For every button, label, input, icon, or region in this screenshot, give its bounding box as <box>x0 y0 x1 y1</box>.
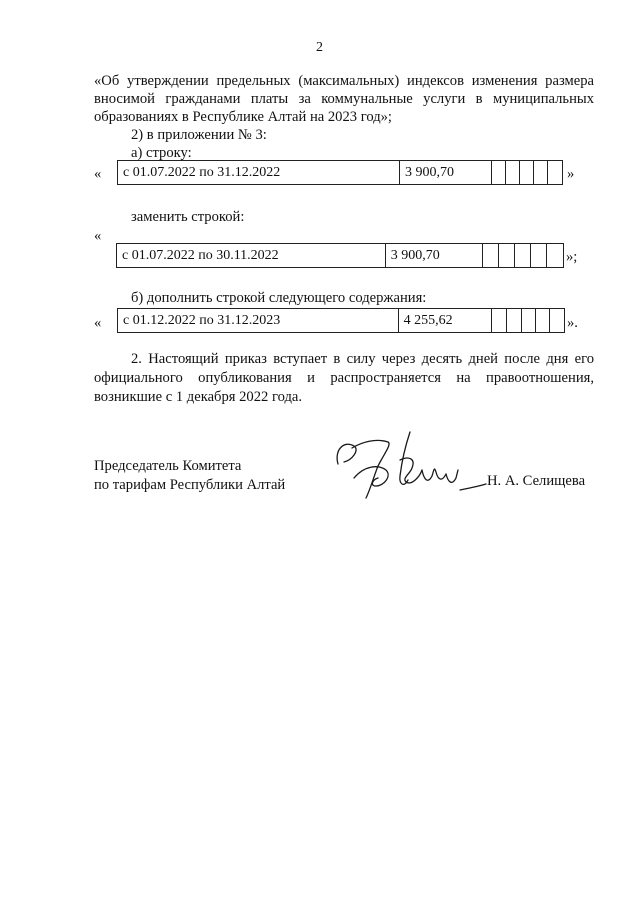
item-a-heading: а) строку: <box>131 145 192 161</box>
intro-line-2: вносимой гражданами платы за коммунальные услуги в муниципальных <box>94 91 594 107</box>
row-1-value: 3 900,70 <box>400 161 492 184</box>
replace-text: заменить строкой: <box>131 209 245 225</box>
row-1-empty-cell <box>520 161 534 184</box>
page-number: 2 <box>316 40 323 55</box>
table-row-3 <box>117 308 565 333</box>
row-2-empty-cell <box>483 244 499 267</box>
row-1-empty-cell <box>548 161 562 184</box>
row-3-empty-cell <box>492 309 507 332</box>
signatory-name: Н. А. Селищева <box>487 473 586 489</box>
signatory-position-line-1: Председатель Комитета <box>94 458 242 474</box>
row-3-empty-cell <box>536 309 550 332</box>
item-2-heading: 2) в приложении № 3: <box>131 127 267 143</box>
row-2-period: с 01.07.2022 по 30.11.2022 <box>117 244 386 267</box>
row-3-open-quote: « <box>94 315 102 331</box>
row-2-close-quote: »; <box>566 249 578 265</box>
intro-line-3: образованиях в Республике Алтай на 2023 год»; <box>94 109 392 125</box>
item-b-heading: б) дополнить строкой следующего содержания: <box>131 290 427 306</box>
row-3-close-quote: ». <box>567 315 578 331</box>
table-row-2 <box>116 243 564 268</box>
row-1-close-quote: » <box>567 166 575 182</box>
row-2-value: 3 900,70 <box>386 244 484 267</box>
row-2-empty-cell <box>515 244 531 267</box>
row-3-empty-cell <box>507 309 522 332</box>
signatory-position-line-2: по тарифам Республики Алтай <box>94 477 286 493</box>
row-3-empty-cell <box>522 309 536 332</box>
row-3-period: с 01.12.2022 по 31.12.2023 <box>118 309 399 332</box>
intro-line-1: «Об утверждении предельных (максимальных) индексов изменения размера <box>94 73 594 89</box>
row-2-open-quote: « <box>94 228 102 244</box>
row-2-empty-cell <box>547 244 563 267</box>
paragraph-2-line-3: возникшие с 1 декабря 2022 года. <box>94 389 303 405</box>
row-3-value: 4 255,62 <box>399 309 493 332</box>
row-1-period: с 01.07.2022 по 31.12.2022 <box>118 161 400 184</box>
handwritten-signature <box>330 420 490 510</box>
row-2-empty-cell <box>531 244 547 267</box>
row-2-empty-cell <box>499 244 515 267</box>
row-1-empty-cell <box>506 161 520 184</box>
paragraph-2-line-1: 2. Настоящий приказ вступает в силу через десять дней после дня его <box>131 351 594 367</box>
paragraph-2-line-2: официального опубликования и распространяется на правоотношения, <box>94 370 594 386</box>
row-1-empty-cell <box>534 161 548 184</box>
row-1-open-quote: « <box>94 166 102 182</box>
row-3-empty-cell <box>550 309 564 332</box>
table-row-1 <box>117 160 563 185</box>
row-1-empty-cell <box>492 161 506 184</box>
